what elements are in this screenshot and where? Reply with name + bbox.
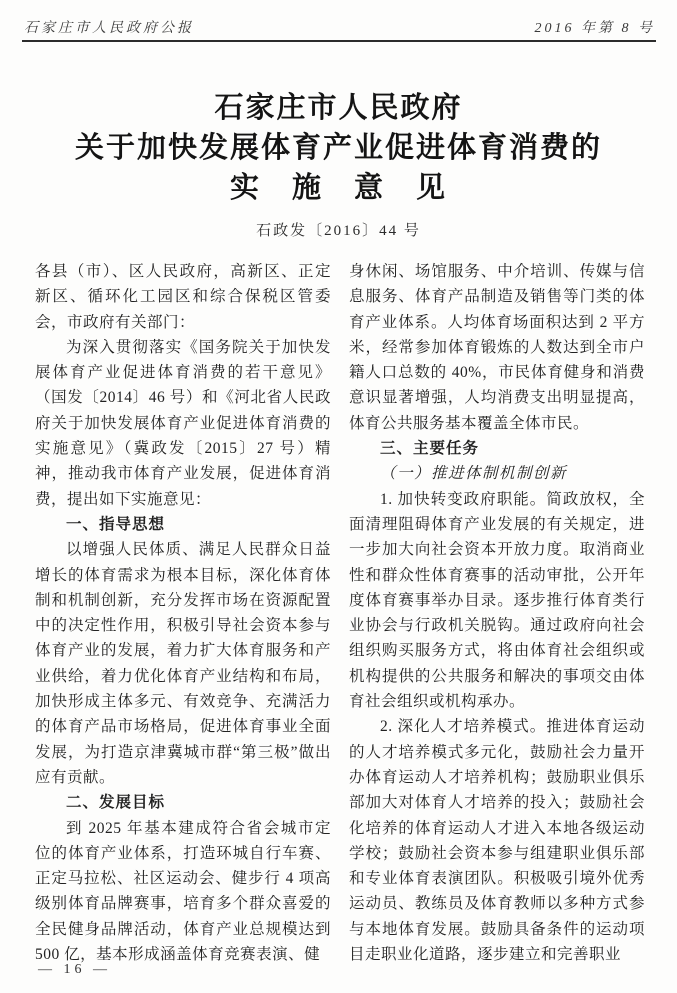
title-line-1: 石家庄市人民政府 xyxy=(214,92,463,124)
header-publication-title: 石家庄市人民政府公报 xyxy=(24,21,194,36)
salutation-paragraph: 各县（市）、区人民政府，高新区、正定新区、循环化工园区和综合保税区管委会，市政府有关部门： xyxy=(35,263,331,331)
header-issue-number: 2016 年第 8 号 xyxy=(534,21,655,36)
header-divider xyxy=(22,40,656,42)
title-line-3: 实 施 意 见 xyxy=(229,172,447,204)
left-column xyxy=(35,259,331,967)
right-column xyxy=(349,259,645,967)
section-heading-3: 三、主要任务 xyxy=(380,440,480,458)
document-title xyxy=(0,88,677,208)
development-goals-paragraph: 到 2025 年基本建成符合省会城市定位的体育产业体系，打造环城自行车赛、正定马拉松、社区运动会、健步行 4 项高级别体育品牌赛事，培育多个群众喜爱的全民健身品牌活动，体育产业总规模达到 500 亿，基本形成涵盖体育竞赛表演、健 xyxy=(35,819,331,964)
task-paragraph-1: 1. 加快转变政府职能。简政放权，全面清理阻碍体育产业发展的有关规定，进一步加大向社会资本开放力度。取消商业性和群众性体育赛事的活动审批，公开年度体育赛事举办目录。逐步推行体育类行业协会与行政机关脱钩。通过政府向社会组织购买服务方式，将由体育社会组织或机构提供的公共服务和解决的事项交由体育社会组织或机构承办。 xyxy=(349,490,645,711)
intro-paragraph: 为深入贯彻落实《国务院关于加快发展体育产业促进体育消费的若干意见》（国发〔2014〕46 号）和《河北省人民政府关于加快发展体育产业促进体育消费的实施意见》（冀政发〔2015〕27 号）精神，推动我市体育产业发展，促进体育消费，提出如下实施意见： xyxy=(35,338,331,508)
development-goals-continuation: 身休闲、场馆服务、中介培训、传媒与信息服务、体育产品制造及销售等门类的体育产业体系。人均体育场面积达到 2 平方米，经常参加体育锻炼的人数达到全市户籍人口总数的 40%，市民体育健身和消费意识显著增强，人均消费支出明显提高，体育公共服务基本覆盖全体市民。 xyxy=(349,263,645,432)
page-number: — 16 — xyxy=(38,962,111,977)
page-header xyxy=(24,17,655,37)
document-body xyxy=(35,259,645,967)
guiding-ideology-paragraph: 以增强人民体质、满足人民群众日益增长的体育需求为根本目标，深化体育体制和机制创新，充分发挥市场在资源配置中的决定性作用，积极引导社会资本参与体育产业的发展，着力扩大体育服务和产业供给，着力优化体育产业结构和布局，加快形成主体多元、有效竞争、充满活力的体育产品市场格局，促进体育事业全面发展，为打造京津冀城市群“第三极”做出应有贡献。 xyxy=(35,541,331,786)
document-number: 石政发〔2016〕44 号 xyxy=(256,223,421,239)
section-heading-1: 一、指导思想 xyxy=(66,515,166,533)
subsection-heading-1: （一）推进体制机制创新 xyxy=(380,465,568,483)
task-paragraph-2: 2. 深化人才培养模式。推进体育运动的人才培养模式多元化，鼓励社会力量开办体育运动人才培养机构；鼓励职业俱乐部加大对体育人才培养的投入；鼓励社会化培养的体育运动人才进入本地各级运动学校；鼓励社会资本参与组建职业俱乐部和专业体育表演团队。积极吸引境外优秀运动员、教练员及体育教师以多种方式参与本地体育发展。鼓励具备条件的运动项目走职业化道路，逐步建立和完善职业 xyxy=(349,718,645,964)
section-heading-2: 二、发展目标 xyxy=(66,794,166,812)
title-line-2: 关于加快发展体育产业促进体育消费的 xyxy=(74,132,602,164)
